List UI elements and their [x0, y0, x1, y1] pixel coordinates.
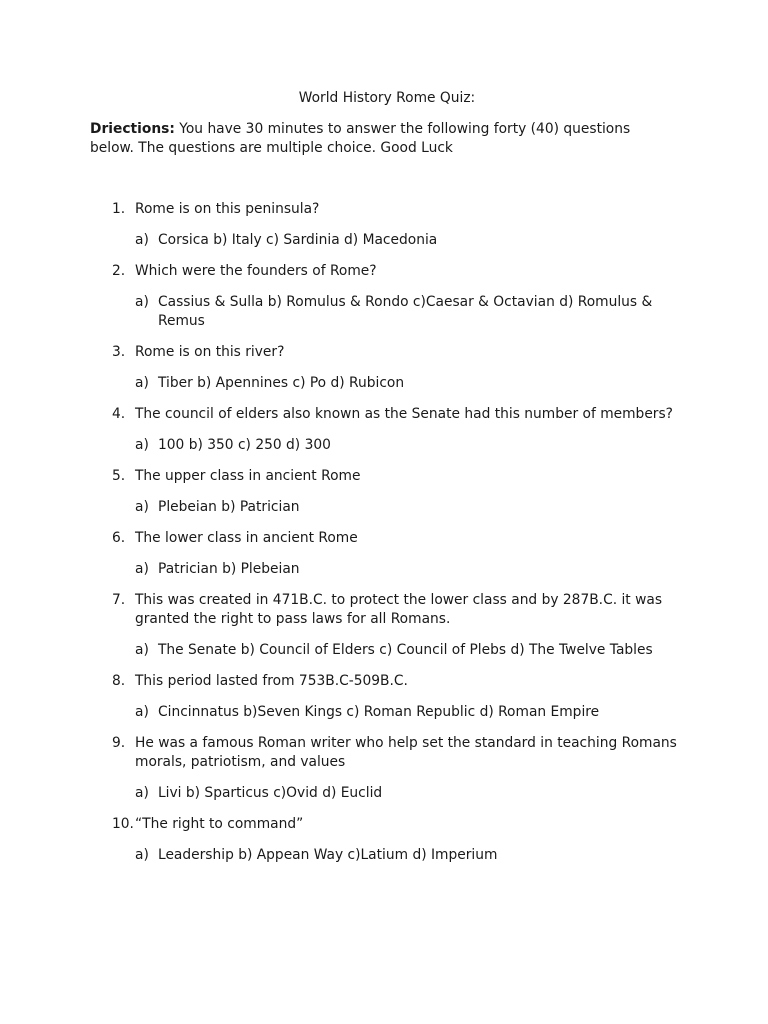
- question-item: [0, 672, 768, 722]
- quiz-title: World History Rome Quiz:: [298, 90, 476, 106]
- question-number: 8.: [112, 673, 126, 689]
- answer-choices: 100 b) 350 c) 250 d) 300: [158, 437, 331, 453]
- question-item: [0, 200, 768, 250]
- question-item: [0, 591, 768, 660]
- answer-choices: Plebeian b) Patrician: [158, 499, 300, 515]
- question-text: Which were the founders of Rome?: [135, 263, 377, 279]
- answer-letter: a): [135, 437, 149, 453]
- question-item: [0, 734, 768, 803]
- answer-choices: Cincinnatus b)Seven Kings c) Roman Republic d) Roman Empire: [158, 704, 600, 720]
- answer-letter: a): [135, 499, 149, 515]
- question-text: Rome is on this peninsula?: [135, 201, 320, 217]
- question-number: 6.: [112, 530, 126, 546]
- directions-label: Driections:: [90, 121, 175, 137]
- answer-letter: a): [135, 704, 149, 720]
- question-text: “The right to command”: [135, 816, 304, 832]
- question-number: 5.: [112, 468, 126, 484]
- answer-choices: Patrician b) Plebeian: [158, 561, 300, 577]
- question-list: [0, 200, 768, 877]
- question-text: Rome is on this river?: [135, 344, 285, 360]
- answer-letter: a): [135, 294, 149, 310]
- answer-choices: The Senate b) Council of Elders c) Council of Plebs d) The Twelve Tables: [158, 642, 653, 658]
- question-item: [0, 343, 768, 393]
- answer-letter: a): [135, 232, 149, 248]
- question-text: The council of elders also known as the Senate had this number of members?: [135, 406, 673, 422]
- answer-letter: a): [135, 561, 149, 577]
- question-number: 10.: [112, 816, 134, 832]
- question-text: The upper class in ancient Rome: [135, 468, 361, 484]
- question-item: [0, 262, 768, 331]
- answer-choices: Livi b) Sparticus c)Ovid d) Euclid: [158, 785, 383, 801]
- question-number: 7.: [112, 592, 126, 608]
- answer-choices: Corsica b) Italy c) Sardinia d) Macedonia: [158, 232, 438, 248]
- answer-choices: Leadership b) Appean Way c)Latium d) Imperium: [158, 847, 498, 863]
- question-number: 2.: [112, 263, 126, 279]
- answer-letter: a): [135, 642, 149, 658]
- question-number: 1.: [112, 201, 126, 217]
- directions-text: You have 30 minutes to answer the following forty (40) questions below. The questions are multiple choice. Good Luck: [90, 121, 631, 156]
- question-text: The lower class in ancient Rome: [135, 530, 358, 546]
- answer-letter: a): [135, 375, 149, 391]
- question-item: [0, 815, 768, 865]
- question-item: [0, 405, 768, 455]
- answer-letter: a): [135, 847, 149, 863]
- question-text: This period lasted from 753B.C-509B.C.: [135, 673, 408, 689]
- answer-choices: Cassius & Sulla b) Romulus & Rondo c)Caesar & Octavian d) Romulus & Remus: [158, 294, 653, 329]
- answer-choices: Tiber b) Apennines c) Po d) Rubicon: [158, 375, 405, 391]
- directions-paragraph: [90, 120, 650, 158]
- question-number: 3.: [112, 344, 126, 360]
- question-item: [0, 467, 768, 517]
- question-text: He was a famous Roman writer who help set the standard in teaching Romans morals, patriotism, and values: [135, 735, 677, 770]
- question-item: [0, 529, 768, 579]
- question-text: This was created in 471B.C. to protect the lower class and by 287B.C. it was granted the right to pass laws for all Romans.: [135, 592, 663, 627]
- question-number: 9.: [112, 735, 126, 751]
- answer-letter: a): [135, 785, 149, 801]
- question-number: 4.: [112, 406, 126, 422]
